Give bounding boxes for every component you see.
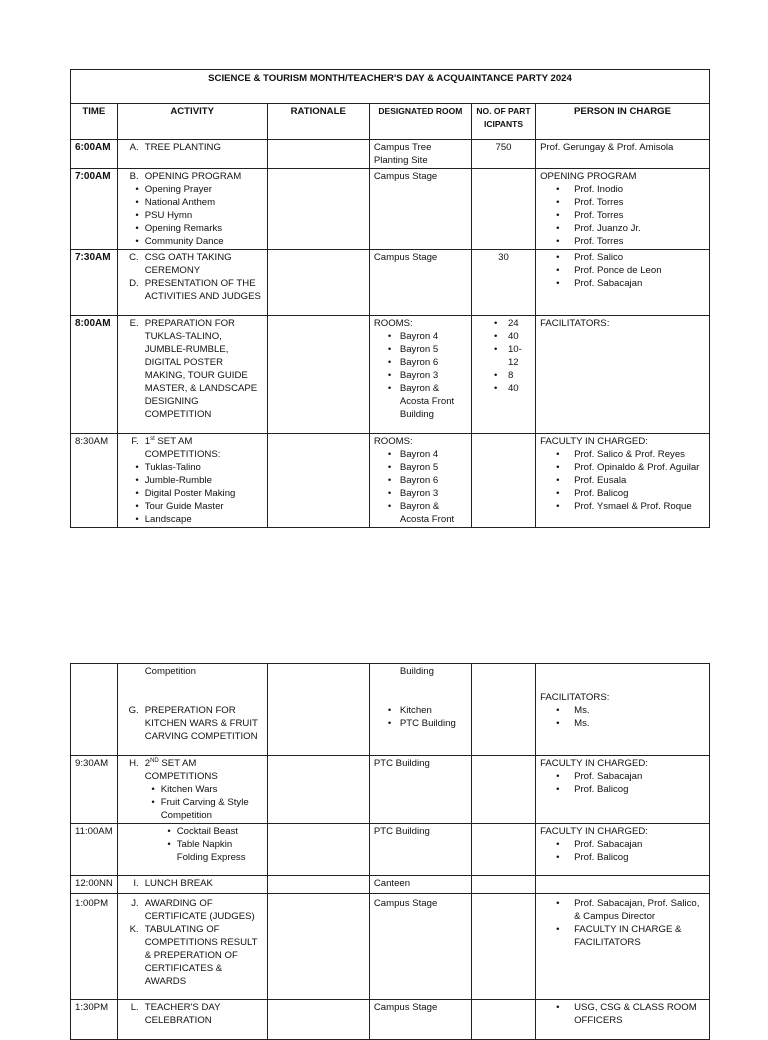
activity-text: LUNCH BREAK <box>144 878 213 889</box>
time-cell: 8:00AM <box>71 316 118 434</box>
room-cell: Campus Stage <box>369 169 471 250</box>
header-rationale: RATIONALE <box>267 104 369 140</box>
person-cell <box>536 876 710 894</box>
list-item: Digital Poster Making <box>144 488 236 499</box>
participants-cell <box>471 876 535 894</box>
table-row <box>71 1000 710 1040</box>
time-cell: 6:00AM <box>71 140 118 169</box>
list-marker: K. <box>129 924 139 935</box>
time-cell: 1:00PM <box>71 894 118 1000</box>
room-cell: Campus Stage <box>369 250 471 316</box>
schedule-table-page-1 <box>70 69 710 528</box>
person-cell: Prof. Gerungay & Prof. Amisola <box>536 140 710 169</box>
activity-cell <box>117 876 267 894</box>
list-item: Bayron & Acosta Front Building <box>399 383 455 420</box>
rationale-cell <box>267 250 369 316</box>
room-cell: Campus Stage <box>369 894 471 1000</box>
person-heading: FACULTY IN CHARGED: <box>540 826 648 837</box>
list-marker: H. <box>129 758 139 769</box>
rationale-cell <box>267 434 369 528</box>
rationale-cell <box>267 140 369 169</box>
list-item: Prof. Balicog <box>574 488 629 499</box>
list-item: Landscape <box>144 514 192 525</box>
table-row <box>71 664 710 756</box>
time-cell: 1:30PM <box>71 1000 118 1040</box>
list-item: Prof. Eusala <box>574 475 627 486</box>
room-cell: PTC Building <box>369 824 471 876</box>
header-room: DESIGNATED ROOM <box>369 104 471 140</box>
rationale-cell <box>267 756 369 824</box>
table-row <box>71 434 710 528</box>
activity-continued: Competition <box>144 666 196 677</box>
list-marker: D. <box>129 278 139 289</box>
participants-cell <box>471 664 535 756</box>
participants-cell: 750 <box>471 140 535 169</box>
list-item: Tuklas-Talino <box>144 462 201 473</box>
list-item: Opening Prayer <box>144 184 212 195</box>
list-item: Bayron 4 <box>399 331 439 342</box>
activity-text: PREPERATION FOR KITCHEN WARS & FRUIT CARVING COMPETITION <box>144 705 258 742</box>
list-marker: F. <box>131 436 139 447</box>
document-title: SCIENCE & TOURISM MONTH/TEACHER'S DAY & ACQUAINTANCE PARTY 2024 <box>71 70 710 104</box>
rationale-cell <box>267 894 369 1000</box>
person-heading: FACILITATORS: <box>540 692 610 703</box>
schedule-table-page-2 <box>70 663 710 1040</box>
list-item: 8 <box>507 370 514 381</box>
list-item: Prof. Sabacajan <box>574 771 643 782</box>
activity-cell <box>117 250 267 316</box>
list-item: 40 <box>507 383 519 394</box>
room-cell: PTC Building <box>369 756 471 824</box>
activity-cell <box>117 664 267 756</box>
list-marker: I. <box>133 878 139 889</box>
activity-text: PREPARATION FOR TUKLAS-TALINO, JUMBLE-RUMBLE, DIGITAL POSTER MAKING, TOUR GUIDE MASTER, & LANDSCAPE DESIGNING COMPETITION <box>144 318 258 420</box>
list-item: National Anthem <box>144 197 216 208</box>
list-item: Kitchen Wars <box>160 784 218 795</box>
room-cell: ROOMS: • Bayron 4 • Bayron 5 • Bayron 6 • Bayron 3 • Bayron & Acosta Front <box>369 434 471 528</box>
person-cell: FACULTY IN CHARGED: • Prof. Salico & Prof. Reyes • Prof. Opinaldo & Prof. Aguilar • Prof. Eusala • Prof. Balicog • Prof. Ysmael & Prof. Roque <box>536 434 710 528</box>
rationale-cell <box>267 169 369 250</box>
rationale-cell <box>267 664 369 756</box>
list-item: Prof. Juanzo Jr. <box>574 223 641 234</box>
list-marker: E. <box>129 318 139 329</box>
time-cell: 8:30AM <box>71 434 118 528</box>
list-marker: A. <box>129 142 139 153</box>
list-item: Bayron 5 <box>399 462 439 473</box>
person-cell: FACILITATORS: • Ms. • Ms. <box>536 664 710 756</box>
list-item: Bayron 5 <box>399 344 439 355</box>
person-cell: FACULTY IN CHARGED: • Prof. Sabacajan • Prof. Balicog <box>536 824 710 876</box>
list-item: Ms. <box>574 705 590 716</box>
activity-text: TABULATING OF COMPETITIONS RESULT & PREPERATION OF CERTIFICATES & AWARDS <box>144 924 258 987</box>
person-cell: OPENING PROGRAM • Prof. Inodio • Prof. Torres • Prof. Torres • Prof. Juanzo Jr. • Prof. Torres <box>536 169 710 250</box>
room-cell: ROOMS: • Bayron 4 • Bayron 5 • Bayron 6 • Bayron 3 • Bayron & Acosta Front Building <box>369 316 471 434</box>
list-item: Prof. Opinaldo & Prof. Aguilar <box>574 462 700 473</box>
room-cell: Building • Kitchen • PTC Building <box>369 664 471 756</box>
list-item: Prof. Torres <box>574 210 624 221</box>
list-item: Prof. Inodio <box>574 184 624 195</box>
list-item: FACULTY IN CHARGE & FACILITATORS <box>574 924 682 948</box>
time-cell: 12:00NN <box>71 876 118 894</box>
table-row <box>71 876 710 894</box>
table-row <box>71 140 710 169</box>
activity-text: CSG OATH TAKING CEREMONY <box>144 252 232 276</box>
participants-cell <box>471 169 535 250</box>
activity-text: OPENING PROGRAM <box>144 171 242 182</box>
person-cell: FACILITATORS: <box>536 316 710 434</box>
activity-cell <box>117 316 267 434</box>
time-cell: 11:00AM <box>71 824 118 876</box>
person-cell: FACULTY IN CHARGED: • Prof. Sabacajan • Prof. Balicog <box>536 756 710 824</box>
list-item: Bayron 3 <box>399 488 439 499</box>
list-item: Prof. Salico & Prof. Reyes <box>574 449 685 460</box>
list-marker: L. <box>130 1002 139 1013</box>
activity-text: TREE PLANTING <box>144 142 221 153</box>
list-item: Prof. Ysmael & Prof. Roque <box>574 501 692 512</box>
room-heading: ROOMS: <box>373 318 413 329</box>
header-time: TIME <box>71 104 118 140</box>
room-cell: Campus Tree Planting Site <box>369 140 471 169</box>
activity-cell <box>117 140 267 169</box>
activity-text: TEACHER'S DAY CELEBRATION <box>144 1002 221 1026</box>
header-person: PERSON IN CHARGE <box>536 104 710 140</box>
person-heading: FACULTY IN CHARGED: <box>540 758 648 769</box>
activity-cell: H. 2ND SET AM COMPETITIONS • Kitchen Wars • Fruit Carving & Style Competition <box>117 756 267 824</box>
list-item: PSU Hymn <box>144 210 193 221</box>
person-cell: • USG, CSG & CLASS ROOM OFFICERS <box>536 1000 710 1040</box>
table-row <box>71 250 710 316</box>
person-heading: FACULTY IN CHARGED: <box>540 436 648 447</box>
list-item: Community Dance <box>144 236 224 247</box>
activity-cell <box>117 1000 267 1040</box>
list-item: Bayron 6 <box>399 357 439 368</box>
list-item: Ms. <box>574 718 590 729</box>
rationale-cell <box>267 316 369 434</box>
person-cell: • Prof. Salico • Prof. Ponce de Leon • Prof. Sabacajan <box>536 250 710 316</box>
rationale-cell <box>267 824 369 876</box>
list-item: Fruit Carving & Style Competition <box>160 797 249 821</box>
header-activity: ACTIVITY <box>117 104 267 140</box>
activity-text: AWARDING OF CERTIFICATE (JUDGES) <box>144 898 255 922</box>
activity-cell <box>117 894 267 1000</box>
participants-cell <box>471 1000 535 1040</box>
participants-cell: • 24 • 40 • 10-12 • 8 • 40 <box>471 316 535 434</box>
list-item: Prof. Sabacajan <box>574 839 643 850</box>
table-row <box>71 169 710 250</box>
room-cell: Campus Stage <box>369 1000 471 1040</box>
rationale-cell <box>267 876 369 894</box>
room-continued: Building <box>399 666 434 677</box>
list-marker: G. <box>128 705 139 716</box>
list-item: Prof. Torres <box>574 236 624 247</box>
list-item: 40 <box>507 331 519 342</box>
activity-text: 2ND SET AM COMPETITIONS <box>144 757 218 782</box>
list-marker: B. <box>129 171 139 182</box>
room-heading: ROOMS: <box>373 436 413 447</box>
list-item: Prof. Balicog <box>574 852 629 863</box>
participants-cell <box>471 756 535 824</box>
table-row <box>71 824 710 876</box>
list-item: Kitchen <box>399 705 432 716</box>
time-cell: 9:30AM <box>71 756 118 824</box>
time-cell <box>71 664 118 756</box>
table-row <box>71 316 710 434</box>
list-item: 24 <box>507 318 519 329</box>
list-item: Prof. Sabacajan, Prof. Salico, & Campus Director <box>574 898 700 922</box>
list-item: Prof. Torres <box>574 197 624 208</box>
activity-cell: B. OPENING PROGRAM • Opening Prayer • National Anthem • PSU Hymn • Opening Remarks • Community Dance <box>117 169 267 250</box>
list-item: Prof. Salico <box>574 252 624 263</box>
person-cell: • Prof. Sabacajan, Prof. Salico, & Campus Director • FACULTY IN CHARGE & FACILITATORS <box>536 894 710 1000</box>
list-item: Prof. Balicog <box>574 784 629 795</box>
rationale-cell <box>267 1000 369 1040</box>
activity-text: 1st SET AM COMPETITIONS: <box>144 435 221 460</box>
person-heading: OPENING PROGRAM <box>540 171 637 182</box>
list-item: Bayron 3 <box>399 370 439 381</box>
list-item: 10-12 <box>507 344 522 368</box>
list-item: Bayron 6 <box>399 475 439 486</box>
list-item: Bayron 4 <box>399 449 439 460</box>
participants-cell <box>471 894 535 1000</box>
list-marker: C. <box>129 252 139 263</box>
participants-cell: 30 <box>471 250 535 316</box>
header-participants: NO. OF PARTICIPANTS <box>471 104 535 140</box>
list-item: Bayron & Acosta Front <box>399 501 455 525</box>
list-item: Prof. Sabacajan <box>574 278 643 289</box>
table-row <box>71 894 710 1000</box>
activity-cell: F. 1st SET AM COMPETITIONS: • Tuklas-Talino • Jumble-Rumble • Digital Poster Making • Tour Guide Master • Landscape <box>117 434 267 528</box>
activity-text: PRESENTATION OF THE ACTIVITIES AND JUDGES <box>144 278 261 302</box>
list-item: Cocktail Beast <box>176 826 239 837</box>
list-marker: J. <box>131 898 139 909</box>
room-cell: Canteen <box>369 876 471 894</box>
list-item: Opening Remarks <box>144 223 223 234</box>
list-item: USG, CSG & CLASS ROOM OFFICERS <box>574 1002 697 1026</box>
participants-cell <box>471 434 535 528</box>
activity-cell: • Cocktail Beast • Table Napkin Folding Express <box>117 824 267 876</box>
time-cell: 7:00AM <box>71 169 118 250</box>
time-cell: 7:30AM <box>71 250 118 316</box>
participants-cell <box>471 824 535 876</box>
list-item: Tour Guide Master <box>144 501 224 512</box>
table-row <box>71 756 710 824</box>
list-item: Jumble-Rumble <box>144 475 212 486</box>
list-item: PTC Building <box>399 718 456 729</box>
list-item: Prof. Ponce de Leon <box>574 265 662 276</box>
list-item: Table Napkin Folding Express <box>176 839 246 863</box>
